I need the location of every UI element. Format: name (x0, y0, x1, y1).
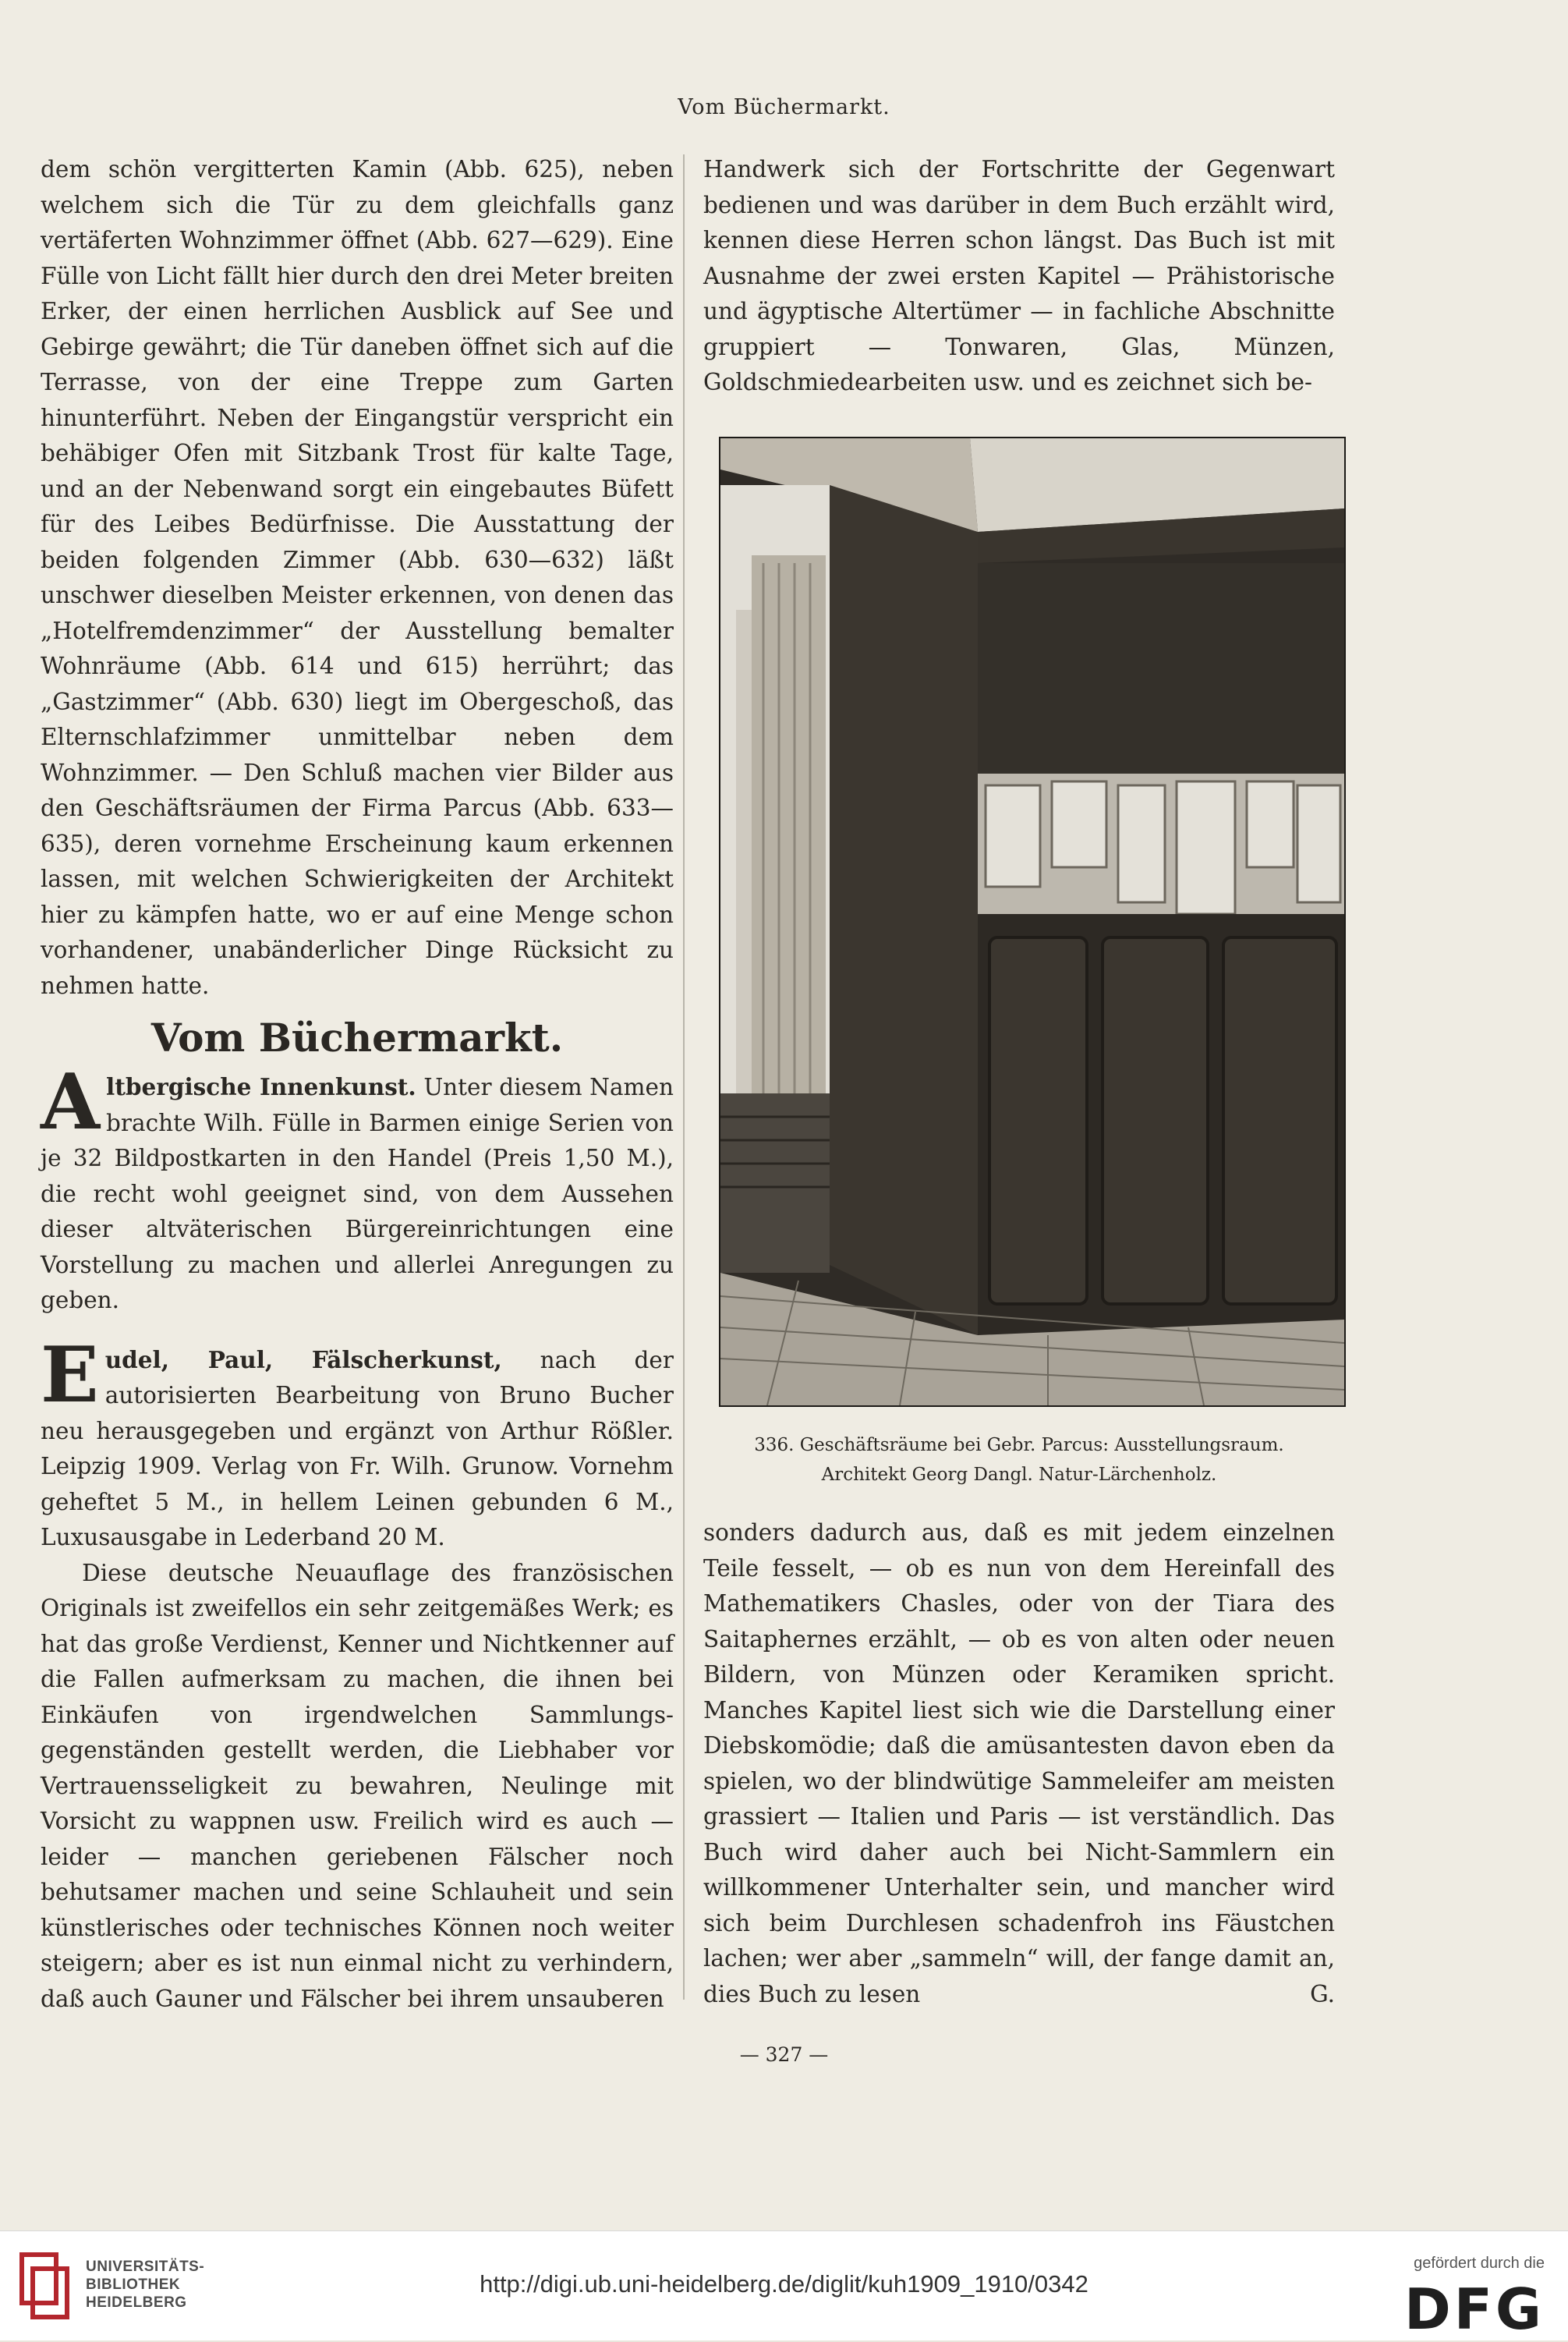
drop-initial: E (41, 1330, 99, 1420)
library-name-line: HEIDELBERG (86, 2294, 187, 2311)
section-title: Vom Büchermarkt. (150, 1015, 564, 1061)
left-column (41, 152, 674, 2012)
drop-initial: A (41, 1058, 101, 1147)
right-lower-text: sonders dadurch aus, daß es mit jedem einzelnen Teile fesselt, — ob es nun von dem Hereinfall des Mathematikers Chasles, oder von der Tiara des Saitaphernes erzählt, — ob es von alten oder neuen Bildern, von Münzen oder Keramiken spricht. Manches Kapitel liest sich wie die Darstellung einer Diebskomödie; daß die amüsantesten davon eben da spielen, wo der blindwütige Sammeleifer am meisten grassiert — Italien und Paris — ist verständlich. Das Buch wird daher auch bei Nicht-Sammlern ein willkommener Unterhalter sein, und mancher wird sich beim Durchlesen schadenfroh ins Fäustchen lachen; wer aber „sammeln“ will, der fange damit an, dies Buch zu lesen (703, 1519, 1335, 2007)
book-entry-2 (41, 1330, 674, 1556)
funding-note: gefördert durch die (1414, 2255, 1545, 2272)
review-paragraph: Diese deutsche Neuauflage des französischen Originals ist zweifellos ein sehr zeitgemäßes Werk; es hat das große Verdienst, Kenner und Nichtkenner auf die Fallen aufmerksam zu machen, die ihnen bei Einkäufen von irgendwelchen Sammlungs-gegenständen gestellt werden, die Liebhaber vor Vertrauensseligkeit zu bewahren, Neulinge mit Vorsicht zu wappnen usw. Freilich wird es auch — leider — manchen geriebenen Fälscher noch behutsamer machen und seine Schlauheit und sein künstlerisches oder technisches Können noch weiter steigern; aber es ist nun einmal nicht zu verhindern, daß auch Gauner und Fälscher bei ihrem unsauberen (41, 1559, 674, 2012)
right-lower-paragraph (703, 1515, 1335, 2012)
right-column-bottom (703, 1515, 1335, 2012)
caption-line: 336. Geschäftsräume bei Gebr. Parcus: Ausstellungsraum. (754, 1435, 1284, 1455)
intro-text: dem schön vergitterten Kamin (Abb. 625), neben welchem sich die Tür zu dem gleichfalls ganz vertäferten Wohnzimmer öffnet (Abb. 627—629). Eine Fülle von Licht fällt hier durch den drei Meter breiten Erker, der einen herrlichen Ausblick auf See und Gebirge gewährt; die Tür daneben öffnet sich auf die Terrasse, von der eine Treppe zum Garten hinunterführt. Neben der Eingangstür verspricht ein behäbiger Ofen mit Sitzbank Trost für kalte Tage, und an der Nebenwand sorgt ein eingebautes Büfett für des Leibes Bedürfnisse. Die Ausstattung der beiden folgenden Zimmer (Abb. 630—632) läßt unschwer dieselben Meister erkennen, von denen das „Hotelfremdenzimmer“ der Ausstellung bemalter Wohnräume (Abb. 614 und 615) herrührt; das „Gastzimmer“ (Abb. 630) liegt im Obergeschoß, das Elternschlafzimmer unmittelbar neben dem Wohnzimmer. — Den Schluß machen vier Bilder aus den Geschäftsräumen der Firma Parcus (Abb. 633—635), deren vornehme Erscheinung kaum erkennen lassen, mit welchen Schwierigkeiten der Architekt hier zu kämpfen hatte, wo er auf eine Menge schon vorhandener, unabänderlicher Dinge Rücksicht zu nehmen hatte. (41, 156, 674, 999)
interior-photograph (719, 437, 1346, 1407)
page-number: — 327 — (739, 2043, 829, 2066)
library-name-line: UNIVERSITÄTS- (86, 2259, 205, 2275)
entry-heading: ltbergische Innenkunst. (106, 1073, 416, 1100)
right-column-top (703, 152, 1335, 401)
author-signature: G. (1310, 1980, 1335, 2007)
running-title: Vom Büchermarkt. (678, 95, 890, 119)
entry-text: nach der autorisierten Bearbeitung von Bruno Bucher neu herausgegeben und ergänzt von Arthur Rößler. Leipzig 1909. Verlag von Fr. Wilh. Grunow. Vornehm geheftet 5 M., in hellem Leinen gebunden 6 M., Luxusausgabe in Lederband 20 M. (41, 1346, 674, 1550)
caption-line: Architekt Georg Dangl. Natur-Lärchenholz. (821, 1465, 1217, 1485)
library-name-line: BIBLIOTHEK (86, 2276, 181, 2293)
book-entry-1 (41, 1058, 674, 1319)
column-rule (683, 154, 685, 2000)
intro-paragraph (41, 152, 674, 1004)
photo-illustration (720, 438, 1344, 1405)
digitization-footer (0, 2230, 1568, 2340)
entry-text: Unter diesem Namen brachte Wilh. Fülle in Barmen einige Serien von je 32 Bildpostkarten in den Handel (Preis 1,50 M.), die recht wohl geeignet sind, von dem Aussehen dieser altväterischen Bürgereinrichtungen eine Vorstellung zu machen und allerlei Anregungen zu geben. (41, 1074, 674, 1313)
dfg-logo: DFG (1403, 2276, 1545, 2342)
right-top-paragraph: Handwerk sich der Fortschritte der Gegenwart bedienen und was darüber in dem Buch erzählt wird, kennen diese Herren schon längst. Das Buch ist mit Ausnahme der zwei ersten Kapitel — Prähistorische und ägyptische Altertümer — in fachliche Abschnitte gruppiert — Tonwaren, Glas, Münzen, Goldschmiedearbeiten usw. und es zeichnet sich be- (703, 156, 1335, 395)
photo-caption (703, 1430, 1335, 1490)
source-url[interactable]: http://digi.ub.uni-heidelberg.de/diglit/kuh1909_1910/0342 (480, 2270, 1088, 2298)
entry-heading: udel, Paul, Fälscherkunst, (104, 1345, 502, 1373)
